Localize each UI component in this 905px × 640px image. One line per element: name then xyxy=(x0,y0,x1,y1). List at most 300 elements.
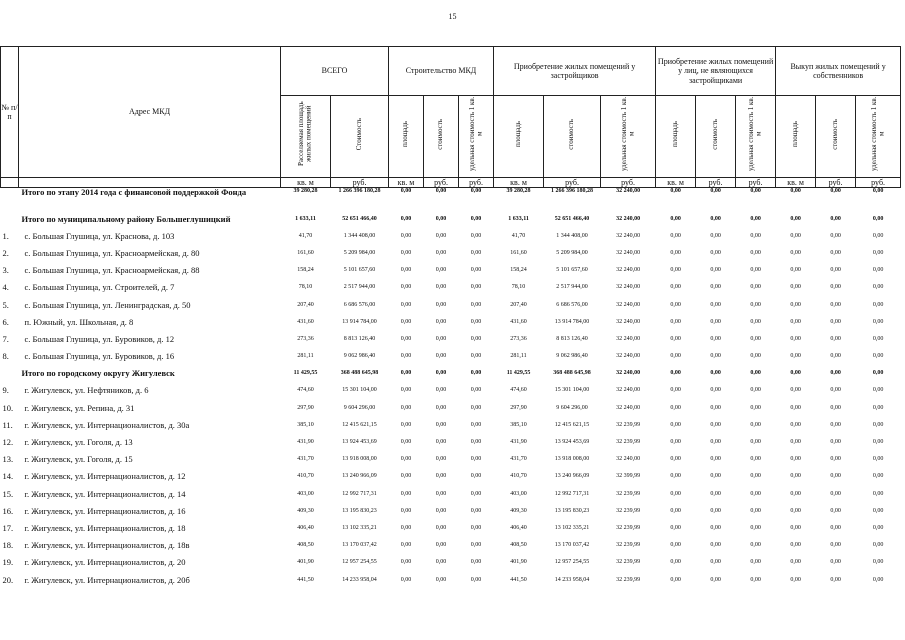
value-cell: 13 914 784,00 xyxy=(554,318,590,325)
value-cell: 0,00 xyxy=(790,353,801,360)
value-cell: 13 924 453,69 xyxy=(554,439,590,446)
value-cell: 0,00 xyxy=(790,542,801,549)
value-cell: 0,00 xyxy=(750,404,761,411)
value-cell: 32 239,99 xyxy=(616,542,641,549)
address-cell: с. Большая Глушица, ул. Буровиков, д. 12 xyxy=(24,333,175,344)
value-cell: 0,00 xyxy=(750,335,761,342)
column-header xyxy=(281,96,331,178)
value-cell: 32 240,00 xyxy=(616,370,641,377)
value-cell: 32 240,00 xyxy=(616,387,641,394)
unit-cell: кв. м xyxy=(389,178,424,188)
value-cell: 0,00 xyxy=(435,267,447,274)
value-cell: 0,00 xyxy=(435,439,447,446)
value-cell: 0,00 xyxy=(750,188,761,194)
column-header-label: удельная стоимость 1 кв. м xyxy=(747,96,763,172)
value-cell: 13 240 966,09 xyxy=(342,473,377,480)
value-cell: 32 240,00 xyxy=(616,456,641,463)
value-cell: 8 813 126,40 xyxy=(556,335,588,342)
value-cell: 0,00 xyxy=(750,215,761,222)
value-cell: 0,00 xyxy=(830,370,841,377)
value-cell: 0,00 xyxy=(470,318,482,325)
address-cell: с. Большая Глушица, ул. Красноармейская, д. 80 xyxy=(24,247,200,258)
value-cell: 0,00 xyxy=(400,267,412,274)
summary-row xyxy=(1,188,901,211)
value-cell: 0,00 xyxy=(710,353,721,360)
value-cell: 0,00 xyxy=(670,507,681,514)
value-cell: 0,00 xyxy=(872,490,884,497)
column-header xyxy=(736,96,776,178)
value-cell: 0,00 xyxy=(470,335,482,342)
value-cell: 15 301 104,00 xyxy=(342,387,377,394)
row-number xyxy=(1,365,19,382)
address-cell: Итого по этапу 2014 года с финансовой поддержкой Фонда xyxy=(21,187,247,197)
value-cell: 0,00 xyxy=(830,284,841,291)
value-cell: 0,00 xyxy=(830,404,841,411)
units-row xyxy=(1,178,901,188)
value-cell: 207,40 xyxy=(297,301,314,308)
value-cell: 0,00 xyxy=(400,421,412,428)
value-cell: 0,00 xyxy=(470,490,482,497)
column-header xyxy=(494,96,544,178)
value-cell: 0,00 xyxy=(790,387,801,394)
value-cell: 0,00 xyxy=(470,301,482,308)
row-number: 7. xyxy=(2,333,9,344)
row-number: 11. xyxy=(2,419,13,430)
column-header xyxy=(459,96,494,178)
value-cell: 0,00 xyxy=(872,576,884,583)
unit-cell: руб. xyxy=(601,178,656,188)
row-number: 19. xyxy=(2,557,14,568)
value-cell: 0,00 xyxy=(400,507,412,514)
value-cell: 158,24 xyxy=(297,267,314,274)
value-cell: 0,00 xyxy=(872,284,884,291)
value-cell: 0,00 xyxy=(470,542,482,549)
value-cell: 0,00 xyxy=(830,335,841,342)
column-header-label: площадь xyxy=(401,121,410,147)
address-cell: Итого по городскому округу Жигулевск xyxy=(21,368,175,379)
value-cell: 0,00 xyxy=(710,188,721,194)
value-cell: 0,00 xyxy=(670,559,681,566)
column-header-label: площадь xyxy=(790,121,799,147)
value-cell: 12 992 717,31 xyxy=(554,490,590,497)
table-row xyxy=(1,262,901,279)
value-cell: 32 239,99 xyxy=(616,490,641,497)
value-cell: 9 062 986,40 xyxy=(343,353,376,360)
value-cell: 0,00 xyxy=(470,188,482,194)
column-header xyxy=(601,96,656,178)
value-cell: 2 517 944,00 xyxy=(343,284,376,291)
value-cell: 0,00 xyxy=(790,232,801,239)
value-cell: 0,00 xyxy=(400,215,412,222)
value-cell: 12 957 254,55 xyxy=(342,559,377,566)
value-cell: 474,60 xyxy=(510,387,527,394)
value-cell: 0,00 xyxy=(400,335,412,342)
value-cell: 0,00 xyxy=(790,559,801,566)
value-cell: 0,00 xyxy=(470,249,482,256)
value-cell: 0,00 xyxy=(750,576,761,583)
value-cell: 0,00 xyxy=(710,215,721,222)
value-cell: 0,00 xyxy=(872,267,884,274)
value-cell: 0,00 xyxy=(435,524,447,531)
value-cell: 0,00 xyxy=(750,267,761,274)
value-cell: 0,00 xyxy=(790,284,801,291)
value-cell: 0,00 xyxy=(400,353,412,360)
value-cell: 0,00 xyxy=(872,456,884,463)
value-cell: 0,00 xyxy=(710,456,721,463)
address-header: Адрес МКД xyxy=(19,47,281,178)
table-body xyxy=(1,188,901,589)
table-row xyxy=(1,279,901,296)
table-row xyxy=(1,502,901,519)
value-cell: 0,00 xyxy=(830,188,841,194)
units-spacer xyxy=(19,178,281,188)
value-cell: 0,00 xyxy=(470,267,482,274)
value-cell: 0,00 xyxy=(830,473,841,480)
row-number xyxy=(1,210,19,227)
table-row xyxy=(1,313,901,330)
value-cell: 78,10 xyxy=(511,284,526,291)
address-cell: г. Жигулевск, ул. Интернационалистов, д. 18в xyxy=(24,540,190,551)
table-row xyxy=(1,519,901,536)
page-number: 15 xyxy=(448,12,457,21)
table-row xyxy=(1,227,901,244)
value-cell: 0,00 xyxy=(710,301,721,308)
address-cell: г. Жигулевск, ул. Репина, д. 31 xyxy=(24,402,135,413)
address-cell: г. Жигулевск, ул. Интернационалистов, д. 30а xyxy=(24,419,190,430)
unit-cell: руб. xyxy=(816,178,856,188)
column-header xyxy=(816,96,856,178)
value-cell: 0,00 xyxy=(750,490,761,497)
value-cell: 32 239,99 xyxy=(616,439,641,446)
value-cell: 0,00 xyxy=(830,249,841,256)
column-header xyxy=(696,96,736,178)
value-cell: 0,00 xyxy=(750,387,761,394)
value-cell: 281,11 xyxy=(510,353,527,360)
value-cell: 32 240,00 xyxy=(616,335,641,342)
value-cell: 1 266 396 180,28 xyxy=(338,188,381,194)
column-header xyxy=(856,96,901,178)
value-cell: 0,00 xyxy=(670,284,681,291)
value-cell: 0,00 xyxy=(790,301,801,308)
value-cell: 0,00 xyxy=(670,404,681,411)
table-row xyxy=(1,433,901,450)
column-header-label: Расселяемая площадь жилых помещений xyxy=(297,101,313,167)
value-cell: 0,00 xyxy=(400,318,412,325)
value-cell: 161,60 xyxy=(510,249,527,256)
value-cell: 0,00 xyxy=(830,524,841,531)
value-cell: 39 280,28 xyxy=(293,188,318,194)
value-cell: 0,00 xyxy=(872,559,884,566)
value-cell: 431,70 xyxy=(510,456,527,463)
value-cell: 403,00 xyxy=(510,490,527,497)
value-cell: 409,30 xyxy=(297,507,314,514)
value-cell: 32 239,99 xyxy=(616,421,641,428)
value-cell: 0,00 xyxy=(435,456,447,463)
value-cell: 431,60 xyxy=(510,318,527,325)
value-cell: 0,00 xyxy=(750,318,761,325)
units-spacer xyxy=(1,178,19,188)
value-cell: 0,00 xyxy=(750,249,761,256)
table-row xyxy=(1,348,901,365)
column-header xyxy=(776,96,816,178)
table-row xyxy=(1,382,901,399)
value-cell: 0,00 xyxy=(790,188,801,194)
value-cell: 0,00 xyxy=(790,507,801,514)
value-cell: 0,00 xyxy=(400,559,412,566)
value-cell: 0,00 xyxy=(830,215,841,222)
summary-row xyxy=(1,210,901,227)
value-cell: 0,00 xyxy=(790,335,801,342)
value-cell: 0,00 xyxy=(670,249,681,256)
value-cell: 12 415 621,15 xyxy=(554,421,590,428)
value-cell: 368 488 645,98 xyxy=(553,370,591,377)
value-cell: 0,00 xyxy=(710,507,721,514)
value-cell: 0,00 xyxy=(435,387,447,394)
value-cell: 0,00 xyxy=(400,524,412,531)
unit-cell: кв. м xyxy=(776,178,816,188)
value-cell: 39 280,28 xyxy=(506,188,531,194)
value-cell: 0,00 xyxy=(400,284,412,291)
value-cell: 32 240,00 xyxy=(616,249,641,256)
unit-cell: руб. xyxy=(331,178,389,188)
value-cell: 385,10 xyxy=(510,421,527,428)
address-cell: с. Большая Глушица, ул. Краснова, д. 103 xyxy=(24,230,175,241)
value-cell: 0,00 xyxy=(790,490,801,497)
value-cell: 13 924 453,69 xyxy=(342,439,377,446)
value-cell: 0,00 xyxy=(400,249,412,256)
value-cell: 32 240,00 xyxy=(616,353,641,360)
address-cell: Итого по муниципальному району Большеглушицкий xyxy=(21,213,231,224)
value-cell: 0,00 xyxy=(470,370,482,377)
value-cell: 0,00 xyxy=(790,267,801,274)
value-cell: 0,00 xyxy=(710,524,721,531)
value-cell: 0,00 xyxy=(710,559,721,566)
value-cell: 5 101 657,60 xyxy=(343,267,376,274)
value-cell: 0,00 xyxy=(670,301,681,308)
value-cell: 158,24 xyxy=(510,267,527,274)
address-cell: г. Жигулевск, ул. Интернационалистов, д. 16 xyxy=(24,505,186,516)
resettlement-table xyxy=(0,46,901,588)
value-cell: 0,00 xyxy=(710,576,721,583)
address-cell: г. Жигулевск, ул. Интернационалистов, д. 20 xyxy=(24,557,186,568)
value-cell: 0,00 xyxy=(790,473,801,480)
value-cell: 281,11 xyxy=(297,353,314,360)
value-cell: 9 604 296,00 xyxy=(343,404,376,411)
value-cell: 0,00 xyxy=(872,542,884,549)
value-cell: 0,00 xyxy=(435,507,447,514)
value-cell: 0,00 xyxy=(710,387,721,394)
row-number: 2. xyxy=(2,247,9,258)
value-cell: 0,00 xyxy=(830,387,841,394)
value-cell: 0,00 xyxy=(750,524,761,531)
value-cell: 273,36 xyxy=(510,335,527,342)
value-cell: 0,00 xyxy=(670,335,681,342)
table-row xyxy=(1,485,901,502)
value-cell: 0,00 xyxy=(670,576,681,583)
value-cell: 0,00 xyxy=(872,301,884,308)
value-cell: 273,36 xyxy=(297,335,314,342)
value-cell: 0,00 xyxy=(790,318,801,325)
value-cell: 0,00 xyxy=(435,335,447,342)
value-cell: 0,00 xyxy=(435,188,447,194)
value-cell: 8 813 126,40 xyxy=(343,335,376,342)
value-cell: 408,50 xyxy=(510,542,527,549)
value-cell: 0,00 xyxy=(470,421,482,428)
column-header xyxy=(389,96,424,178)
value-cell: 12 992 717,31 xyxy=(342,490,377,497)
value-cell: 0,00 xyxy=(790,439,801,446)
value-cell: 0,00 xyxy=(750,559,761,566)
value-cell: 0,00 xyxy=(400,232,412,239)
value-cell: 0,00 xyxy=(670,215,681,222)
value-cell: 5 101 657,60 xyxy=(556,267,588,274)
row-number: 15. xyxy=(2,488,14,499)
value-cell: 14 233 958,04 xyxy=(342,576,377,583)
column-header-label: удельная стоимость 1 кв. м xyxy=(467,96,484,172)
value-cell: 431,70 xyxy=(297,456,314,463)
value-cell: 410,70 xyxy=(297,473,314,480)
value-cell: 1 344 408,00 xyxy=(343,232,376,239)
value-cell: 0,00 xyxy=(435,542,447,549)
value-cell: 0,00 xyxy=(750,542,761,549)
value-cell: 0,00 xyxy=(872,421,884,428)
value-cell: 13 195 830,23 xyxy=(342,507,377,514)
address-cell: с. Большая Глушица, ул. Буровиков, д. 16 xyxy=(24,351,175,362)
value-cell: 32 240,00 xyxy=(616,267,641,274)
value-cell: 441,50 xyxy=(297,576,314,583)
value-cell: 0,00 xyxy=(872,507,884,514)
value-cell: 0,00 xyxy=(470,473,482,480)
value-cell: 0,00 xyxy=(790,576,801,583)
value-cell: 9 062 986,40 xyxy=(556,353,588,360)
value-cell: 13 170 037,42 xyxy=(554,542,590,549)
value-cell: 0,00 xyxy=(830,542,841,549)
value-cell: 0,00 xyxy=(830,267,841,274)
value-cell: 2 517 944,00 xyxy=(556,284,588,291)
value-cell: 0,00 xyxy=(710,439,721,446)
value-cell: 0,00 xyxy=(400,439,412,446)
value-cell: 0,00 xyxy=(435,370,447,377)
value-cell: 0,00 xyxy=(435,559,447,566)
address-cell: г. Жигулевск, ул. Интернационалистов, д. 20б xyxy=(24,574,190,585)
value-cell: 0,00 xyxy=(872,524,884,531)
value-cell: 0,00 xyxy=(872,188,884,194)
num-header: № п/п xyxy=(1,47,19,178)
value-cell: 6 686 576,00 xyxy=(343,301,376,308)
value-cell: 0,00 xyxy=(872,404,884,411)
value-cell: 32 240,00 xyxy=(616,232,641,239)
value-cell: 368 488 645,98 xyxy=(340,370,379,377)
value-cell: 0,00 xyxy=(670,370,681,377)
value-cell: 0,00 xyxy=(750,421,761,428)
value-cell: 0,00 xyxy=(830,421,841,428)
value-cell: 0,00 xyxy=(670,188,681,194)
value-cell: 0,00 xyxy=(470,404,482,411)
value-cell: 0,00 xyxy=(750,284,761,291)
row-number: 5. xyxy=(2,299,9,310)
value-cell: 32 239,99 xyxy=(616,576,641,583)
value-cell: 0,00 xyxy=(670,456,681,463)
value-cell: 52 651 466,40 xyxy=(554,215,590,222)
value-cell: 0,00 xyxy=(830,353,841,360)
value-cell: 0,00 xyxy=(670,318,681,325)
value-cell: 0,00 xyxy=(435,318,447,325)
row-number: 18. xyxy=(2,540,14,551)
value-cell: 0,00 xyxy=(710,284,721,291)
address-cell: г. Жигулевск, ул. Интернационалистов, д. 12 xyxy=(24,471,186,482)
table-row xyxy=(1,416,901,433)
row-number: 8. xyxy=(2,351,9,362)
value-cell: 12 957 254,55 xyxy=(554,559,590,566)
value-cell: 0,00 xyxy=(670,387,681,394)
value-cell: 0,00 xyxy=(710,404,721,411)
row-number: 17. xyxy=(2,522,14,533)
value-cell: 0,00 xyxy=(750,456,761,463)
value-cell: 0,00 xyxy=(750,370,761,377)
column-header xyxy=(544,96,601,178)
value-cell: 0,00 xyxy=(872,387,884,394)
value-cell: 13 240 966,09 xyxy=(554,473,590,480)
table-row xyxy=(1,571,901,588)
address-cell: с. Большая Глушица, ул. Ленинградская, д. 50 xyxy=(24,299,191,310)
value-cell: 0,00 xyxy=(710,542,721,549)
value-cell: 0,00 xyxy=(830,456,841,463)
value-cell: 5 209 984,00 xyxy=(556,249,588,256)
value-cell: 0,00 xyxy=(470,353,482,360)
group-header-construction: Строительство МКД xyxy=(389,47,494,96)
value-cell: 431,60 xyxy=(297,318,314,325)
column-header-label: площадь xyxy=(670,121,679,147)
value-cell: 0,00 xyxy=(790,370,801,377)
column-header-label: Стоимость xyxy=(354,117,363,151)
value-cell: 32 239,99 xyxy=(616,524,641,531)
value-cell: 9 604 296,00 xyxy=(556,404,588,411)
value-cell: 0,00 xyxy=(435,576,447,583)
address-cell: г. Жигулевск, ул. Интернационалистов, д. 18 xyxy=(24,522,186,533)
value-cell: 11 429,55 xyxy=(293,370,318,377)
value-cell: 1 266 396 180,28 xyxy=(551,188,594,194)
value-cell: 0,00 xyxy=(670,267,681,274)
value-cell: 0,00 xyxy=(400,456,412,463)
row-number: 1. xyxy=(2,230,9,241)
value-cell: 385,10 xyxy=(297,421,314,428)
value-cell: 0,00 xyxy=(790,456,801,463)
value-cell: 15 301 104,00 xyxy=(554,387,590,394)
row-number: 14. xyxy=(2,471,14,482)
value-cell: 0,00 xyxy=(470,456,482,463)
table-row xyxy=(1,244,901,261)
value-cell: 0,00 xyxy=(400,188,412,194)
value-cell: 0,00 xyxy=(435,284,447,291)
group-header-nondeveloper-purchase: Приобретение жилых помещений у лиц, не являющихся застройщиками xyxy=(656,47,776,96)
value-cell: 13 918 008,00 xyxy=(342,456,377,463)
column-header-label: стоимость xyxy=(710,118,719,150)
value-cell: 0,00 xyxy=(790,421,801,428)
row-number xyxy=(1,188,19,211)
value-cell: 408,50 xyxy=(297,542,314,549)
value-cell: 0,00 xyxy=(470,284,482,291)
value-cell: 0,00 xyxy=(872,215,884,222)
value-cell: 11 429,55 xyxy=(506,370,531,377)
unit-cell: кв. м xyxy=(494,178,544,188)
value-cell: 0,00 xyxy=(670,524,681,531)
value-cell: 0,00 xyxy=(400,387,412,394)
value-cell: 12 415 621,15 xyxy=(342,421,377,428)
value-cell: 32 240,00 xyxy=(616,284,641,291)
row-number: 10. xyxy=(2,402,14,413)
address-cell: с. Большая Глушица, ул. Строителей, д. 7 xyxy=(24,282,175,293)
value-cell: 0,00 xyxy=(470,507,482,514)
